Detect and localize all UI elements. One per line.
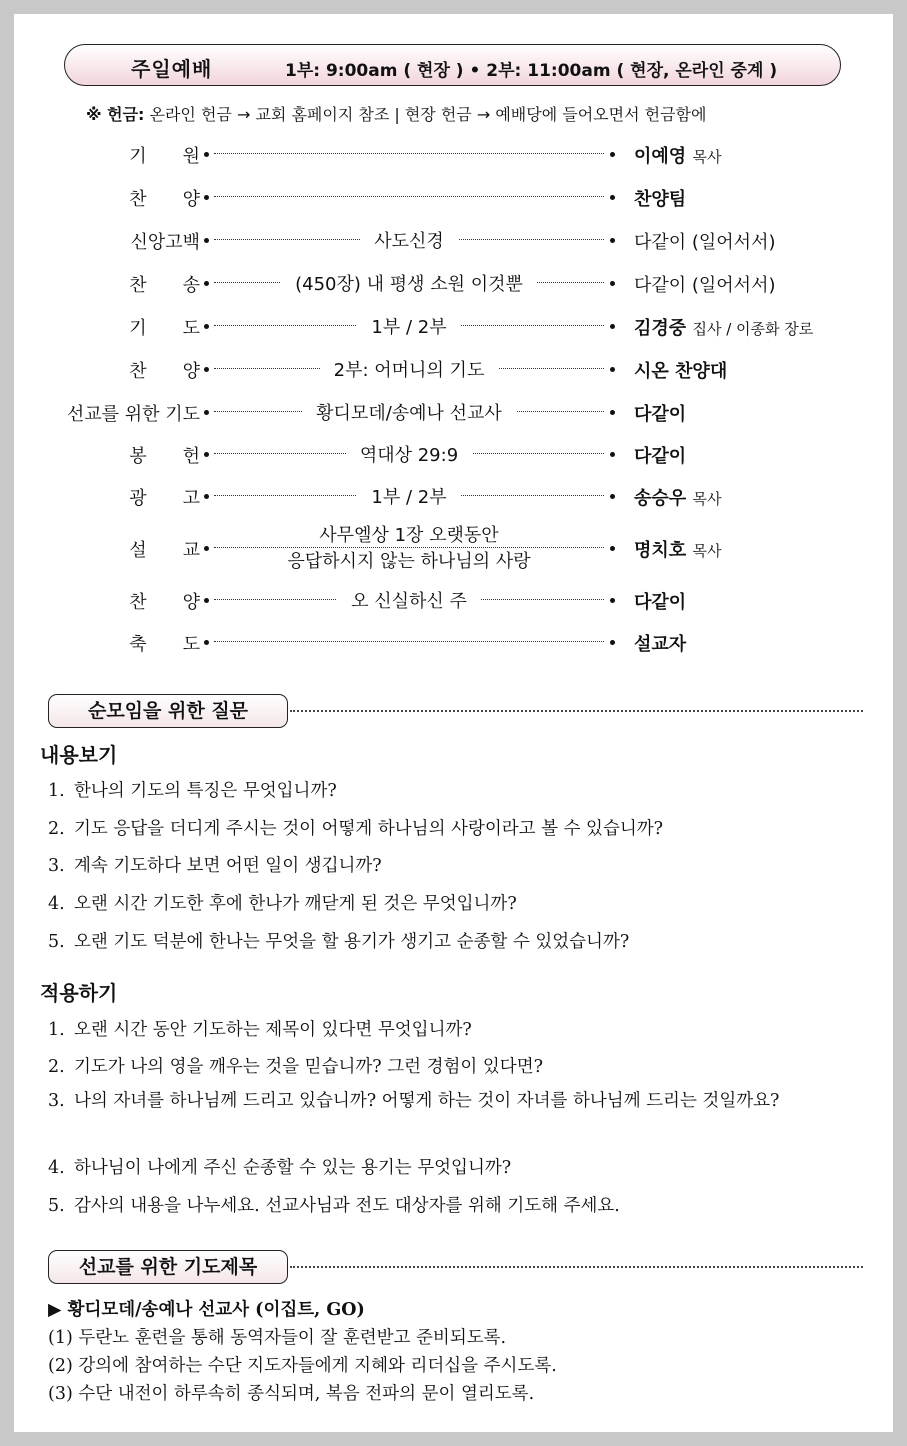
order-person-title: 집사 / 이종화 장로	[692, 320, 814, 338]
order-person: 시온 찬양대	[634, 361, 728, 382]
order-content: 사도신경	[214, 227, 604, 253]
order-row	[14, 310, 893, 340]
order-label: 찬 양	[129, 592, 200, 613]
order-person-title: 목사	[692, 148, 722, 166]
order-person: 다같이 (일어서서)	[634, 275, 776, 296]
bullet-dot	[204, 640, 209, 645]
question-item: 3. 나의 자녀를 하나님께 드리고 있습니까? 어떻게 하는 것이 자녀를 하나님께 드리는 것일까요?	[48, 1091, 780, 1111]
order-person: 다같이	[634, 592, 687, 613]
bullet-dot	[204, 238, 209, 243]
service-times: 1부: 9:00am ( 현장 ) • 2부: 11:00am ( 현장, 온라인 중계 )	[285, 61, 778, 81]
order-row	[14, 438, 893, 468]
order-person: 이예영 목사	[634, 146, 722, 167]
sermon-title-line1: 사무엘상 1장 오랫동안	[305, 525, 512, 546]
bullet-dot	[204, 152, 209, 157]
order-row	[14, 525, 893, 572]
dotted-leader	[214, 196, 604, 197]
question-item: 3. 계속 기도하다 보면 어떤 일이 생깁니까?	[48, 856, 382, 876]
bullet-dot	[610, 640, 615, 645]
prayer-item: (3) 수단 내전이 하루속히 종식되며, 복음 전파의 문이 열리도록.	[48, 1384, 535, 1404]
order-person: 다같이	[634, 404, 687, 425]
order-label: 선교를 위한 기도	[66, 404, 200, 425]
order-label: 기 원	[129, 146, 200, 167]
order-person: 명치호 목사	[634, 540, 722, 561]
order-person: 찬양팀	[634, 189, 687, 210]
sermon-title-line2: 응답하시지 않는 하나님의 사랑	[273, 551, 544, 572]
order-label: 설 교	[129, 540, 200, 561]
service-banner	[64, 44, 841, 86]
order-content: 황디모데/송예나 선교사	[214, 399, 604, 425]
order-person: 설교자	[634, 634, 687, 655]
order-person: 송승우 목사	[634, 488, 722, 509]
order-row	[14, 224, 893, 254]
order-row	[14, 353, 893, 383]
question-item: 5. 감사의 내용을 나누세요. 선교사님과 전도 대상자를 위해 기도해 주세요.	[48, 1196, 620, 1216]
offering-note	[86, 102, 706, 125]
order-label: 광 고	[129, 488, 200, 509]
question-item: 2. 기도 응답을 더디게 주시는 것이 어떻게 하나님의 사랑이라고 볼 수 있습니까?	[48, 819, 664, 839]
order-label: 기 도	[129, 318, 200, 339]
bullet-dot	[204, 324, 209, 329]
order-row	[14, 584, 893, 614]
bullet-dot	[610, 410, 615, 415]
bullet-dot	[204, 494, 209, 499]
prayer-item: (2) 강의에 참여하는 수단 지도자들에게 지혜와 리더십을 주시도록.	[48, 1356, 557, 1376]
prayer-item: (1) 두란노 훈련을 통해 동역자들이 잘 훈련받고 준비되도록.	[48, 1328, 507, 1348]
bullet-dot	[204, 598, 209, 603]
bullet-dot	[610, 546, 615, 551]
dotted-leader	[214, 641, 604, 642]
order-person: 다같이	[634, 446, 687, 467]
order-person: 다같이 (일어서서)	[634, 232, 776, 253]
order-content	[214, 523, 604, 575]
bullet-dot	[204, 452, 209, 457]
order-label: 찬 송	[129, 275, 200, 296]
order-label: 찬 양	[129, 361, 200, 382]
order-row	[14, 181, 893, 211]
bullet-dot	[204, 546, 209, 551]
bullet-dot	[610, 324, 615, 329]
bullet-dot	[204, 367, 209, 372]
order-person: 김경중 집사 / 이종화 장로	[634, 318, 814, 339]
questions-heading: 순모임을 위한 질문	[48, 694, 288, 728]
application-title: 적용하기	[40, 981, 118, 1005]
question-item: 4. 오랜 시간 기도한 후에 한나가 깨닫게 된 것은 무엇입니까?	[48, 894, 517, 914]
order-label: 봉 헌	[129, 446, 200, 467]
bullet-dot	[610, 238, 615, 243]
bullet-dot	[610, 281, 615, 286]
bullet-dot	[610, 195, 615, 200]
bulletin-page	[14, 14, 893, 1432]
order-row	[14, 267, 893, 297]
bullet-dot	[610, 367, 615, 372]
order-row	[14, 480, 893, 510]
bullet-dot	[610, 494, 615, 499]
bullet-dot	[204, 410, 209, 415]
order-content: 1부 / 2부	[214, 313, 604, 339]
bullet-dot	[204, 281, 209, 286]
order-row	[14, 396, 893, 426]
order-content: (450장) 내 평생 소원 이것뿐	[214, 270, 604, 296]
question-item: 1. 한나의 기도의 특징은 무엇입니까?	[48, 781, 337, 801]
order-content: 역대상 29:9	[214, 441, 604, 467]
order-label: 신앙고백	[130, 232, 200, 253]
order-label: 축 도	[129, 634, 200, 655]
order-row	[14, 138, 893, 168]
order-content: 2부: 어머니의 기도	[214, 356, 604, 382]
order-row	[14, 626, 893, 656]
dotted-leader	[214, 153, 604, 154]
question-item: 1. 오랜 시간 동안 기도하는 제목이 있다면 무엇입니까?	[48, 1020, 472, 1040]
order-person-title: 목사	[692, 490, 722, 508]
bullet-dot	[204, 195, 209, 200]
section-divider	[290, 710, 863, 712]
order-person-title: 목사	[692, 542, 722, 560]
content-review-title: 내용보기	[40, 743, 118, 767]
bullet-dot	[610, 452, 615, 457]
missionary-name: ▶ 황디모데/송예나 선교사 (이집트, GO)	[48, 1300, 365, 1320]
section-divider	[290, 1266, 863, 1268]
mission-heading: 선교를 위한 기도제목	[48, 1250, 288, 1284]
offering-label: ※ 헌금:	[86, 105, 145, 124]
bullet-dot	[610, 152, 615, 157]
question-item: 2. 기도가 나의 영을 깨우는 것을 믿습니까? 그런 경험이 있다면?	[48, 1057, 543, 1077]
order-content: 오 신실하신 주	[214, 587, 604, 613]
order-label: 찬 양	[129, 189, 200, 210]
service-title: 주일예배	[131, 57, 213, 81]
bullet-dot	[610, 598, 615, 603]
question-item: 5. 오랜 기도 덕분에 한나는 무엇을 할 용기가 생기고 순종할 수 있었습니까?	[48, 932, 630, 952]
question-item: 4. 하나님이 나에게 주신 순종할 수 있는 용기는 무엇입니까?	[48, 1158, 512, 1178]
order-content: 1부 / 2부	[214, 483, 604, 509]
offering-text: 온라인 헌금 → 교회 홈페이지 참조 | 현장 헌금 → 예배당에 들어오면서 헌금함에	[144, 105, 707, 124]
